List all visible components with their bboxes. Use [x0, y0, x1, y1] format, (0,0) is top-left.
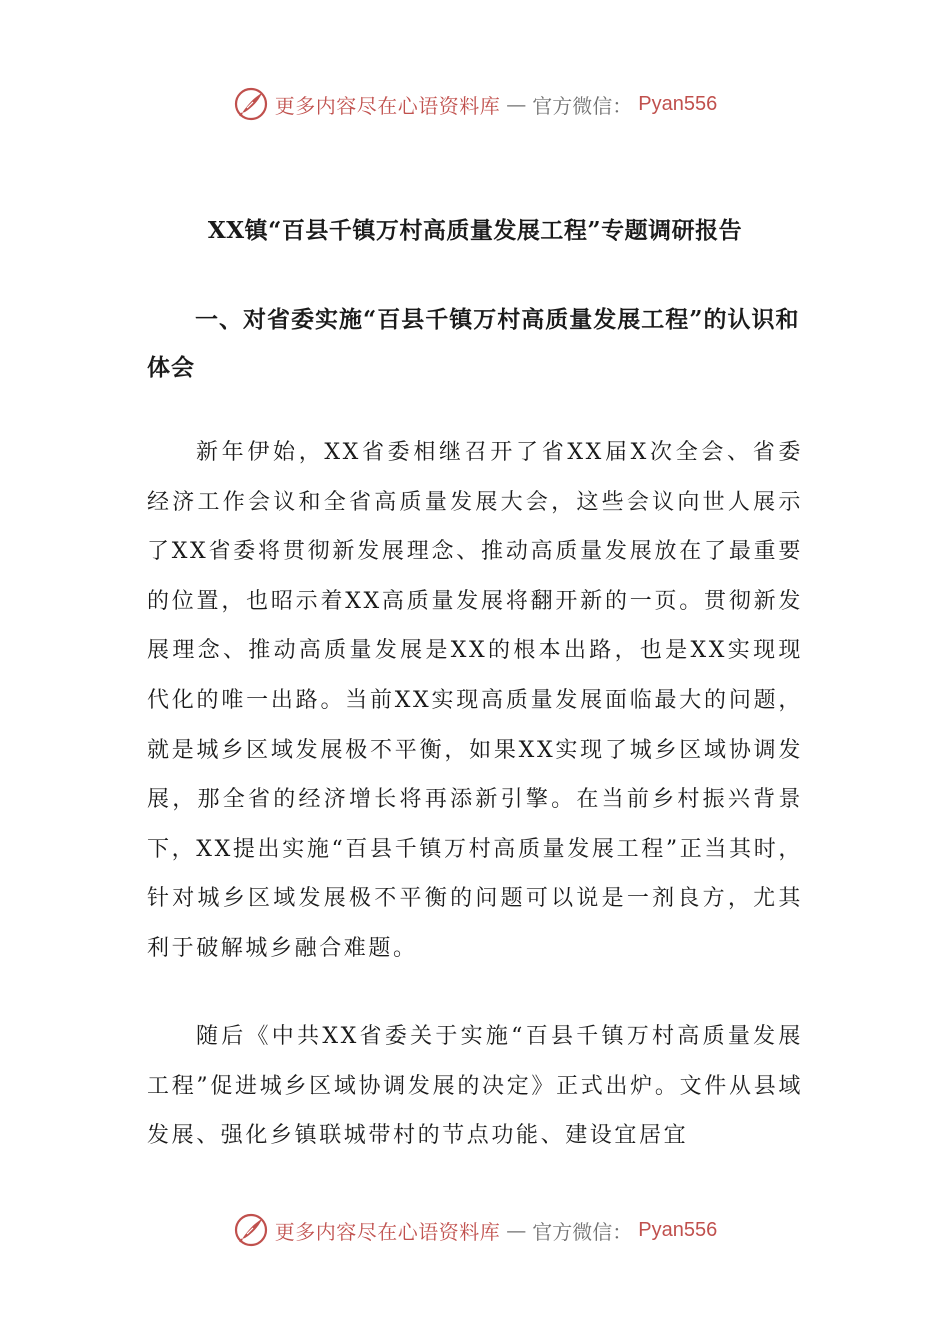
watermark-wechat-label: 官方微信：	[532, 93, 633, 118]
header-watermark-banner	[0, 82, 950, 126]
quill-pen-logo-icon	[233, 1212, 269, 1248]
watermark-wechat-id: Pyan556	[638, 92, 718, 115]
body-paragraph-1: 新年伊始，XX省委相继召开了省XX届X次全会、省委经济工作会议和全省高质量发展大会，这些会议向世人展示了XX省委将贯彻新发展理念、推动高质量发展放在了最重要的位置，也昭示着XX高质量发展将翻开新的一页。贯彻新发展理念、推动高质量发展是XX的根本出路，也是XX实现现代化的唯一出路。当前XX实现高质量发展面临最大的问题，就是城乡区域发展极不平衡，如果XX实现了城乡区域协调发展，那全省的经济增长将再添新引擎。在当前乡村振兴背景下，XX提出实施“百县千镇万村高质量发展工程”正当其时，针对城乡区域发展极不平衡的问题可以说是一剂良方，尤其利于破解城乡融合难题。	[147, 440, 803, 961]
quill-pen-logo-icon	[233, 86, 269, 122]
document-title: XX镇“百县千镇万村高质量发展工程”专题调研报告	[207, 217, 743, 244]
body-paragraph-2: 随后《中共XX省委关于实施“百县千镇万村高质量发展工程”促进城乡区域协调发展的决定》正式出炉。文件从县域发展、强化乡镇联城带村的节点功能、建设宜居宜	[147, 1024, 803, 1149]
watermark-separator: —	[506, 92, 527, 116]
watermark-brand-text: 更多内容尽在心语资料库	[274, 1219, 501, 1244]
watermark-wechat-id: Pyan556	[638, 1218, 718, 1241]
footer-watermark-banner	[0, 1208, 950, 1252]
watermark-separator: —	[506, 1218, 527, 1242]
section-heading: 一、对省委实施“百县千镇万村高质量发展工程”的认识和体会	[147, 306, 800, 381]
watermark-wechat-label: 官方微信：	[532, 1219, 633, 1244]
watermark-brand-text: 更多内容尽在心语资料库	[274, 93, 501, 118]
